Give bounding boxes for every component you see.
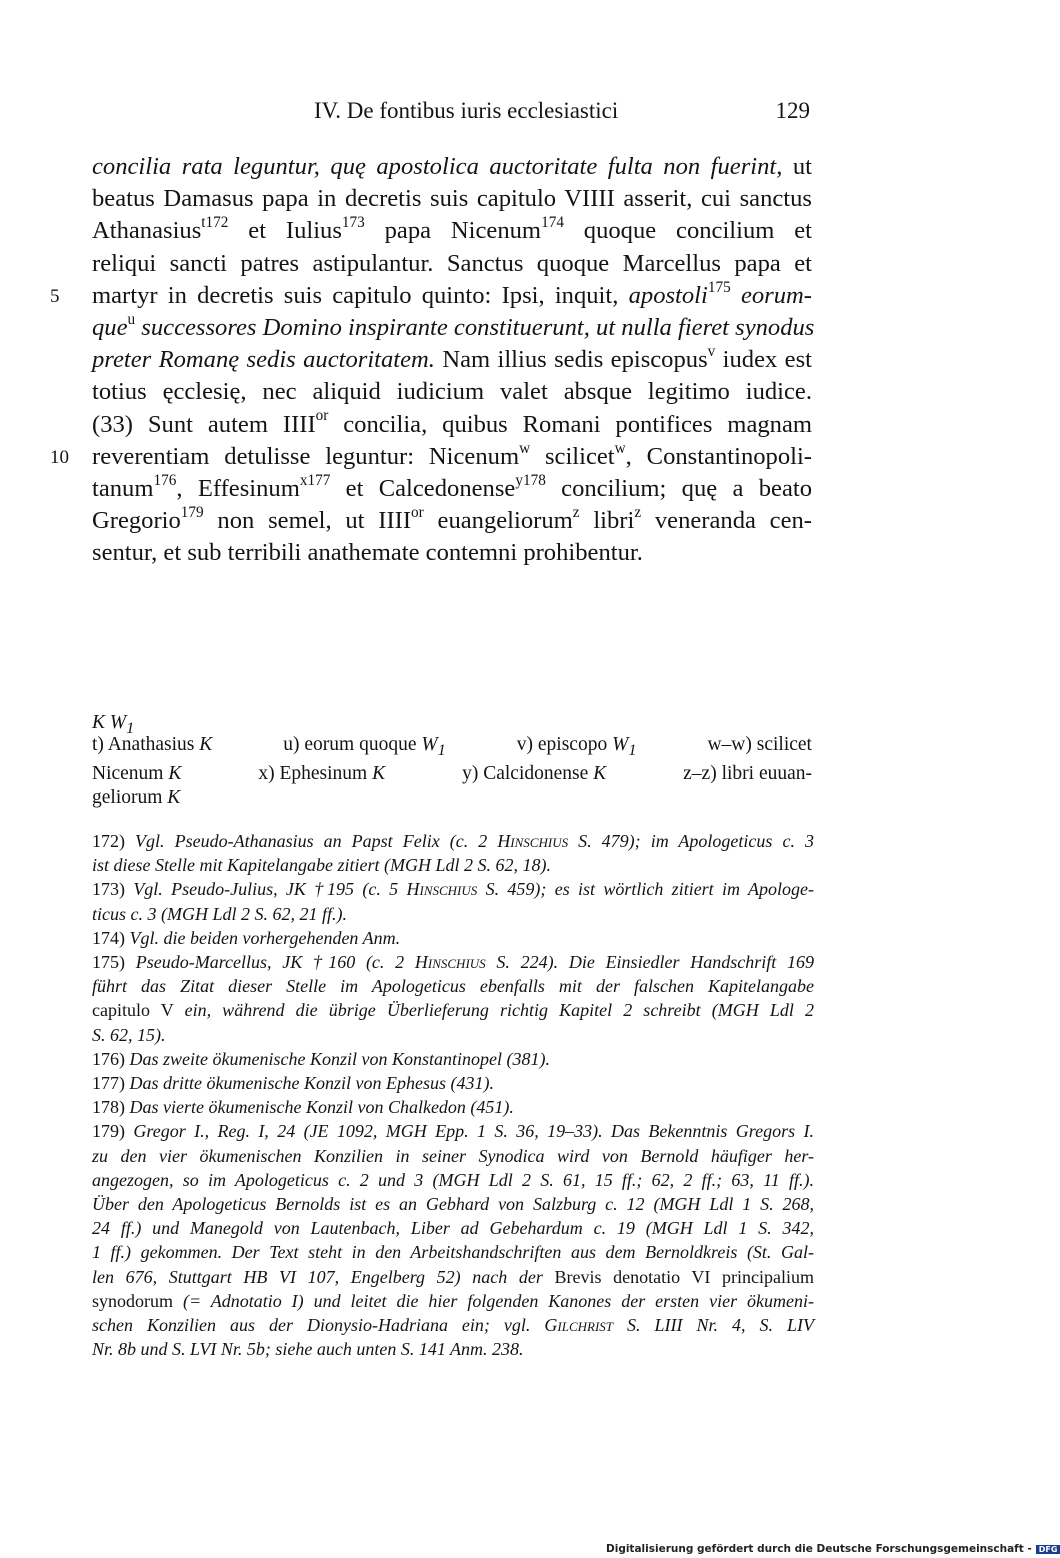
text-line: totius ęcclesię, nec aliquid iudicium valet absque legitimo iudice. xyxy=(92,378,812,406)
footnote-177: 177) Das dritte ökumenische Konzil von Ephesus (431). xyxy=(92,1073,494,1094)
apparatus-line: t) Anathasius K u) eorum quoque $W_1$ v) episcopo $W_1$ w–w) scilicet xyxy=(92,734,812,759)
apparatus-line: geliorum K xyxy=(92,786,181,808)
text-line: beatus Damasus papa in decretis suis capitulo VIIII asserit, cui sanctus xyxy=(92,185,812,213)
critical-apparatus xyxy=(92,711,812,810)
footnote-173: 173) Vgl. Pseudo-Julius, JK †195 (c. 5 Hinschius S. 459); es ist wörtlich zitiert im Apologe- ticus c. 3 (MGH Ldl 2 S. 62, 21 ff.). xyxy=(92,879,814,924)
page-number: 129 xyxy=(775,98,810,123)
text-line: Athanasius$^{t172}$ et Iulius$^{173}$ papa Nicenum$^{174}$ quoque concilium et xyxy=(92,214,812,245)
footer-text: Digitalisierung gefördert durch die Deutsche Forschungsgemeinschaft - xyxy=(606,1543,1032,1555)
footnote-174: 174) Vgl. die beiden vorhergehenden Anm. xyxy=(92,927,401,948)
running-header xyxy=(300,98,810,132)
running-title: IV. De fontibus iuris ecclesiastici xyxy=(314,98,619,123)
text-line: preter Romanę sedis auctoritatem. Nam illius sedis episcopus$^v$ iudex est xyxy=(92,342,812,374)
line-number: 10 xyxy=(50,446,69,468)
text-line: reliqui sancti patres astipulantur. Sanctus quoque Marcellus papa et xyxy=(92,249,812,277)
footnote-172: 172) Vgl. Pseudo-Athanasius an Papst Felix (c. 2 Hinschius S. 479); im Apologeticus c. 3 ist diese Stelle mit Kapitelangabe zitiert (MGH Ldl 2 S. 62, 18). xyxy=(92,831,814,876)
line-number: 5 xyxy=(50,285,60,307)
text-line: 10 reverentiam detulisse leguntur: Nicenum$^w$ scilicet$^w$, Constantinopoli- xyxy=(92,441,812,473)
footnote-175: 175) Pseudo-Marcellus, JK †160 (c. 2 Hinschius S. 224). Die Einsiedler Handschrift 169 führt das Zitat dieser Stelle im Apologeticus ebenfalls mit der falschen Kapitelangabe capitulo V ein, während die übrige Überlieferung richtig Kapitel 2 schreibt (MGH Ldl 2 S. 62, 15). xyxy=(92,952,815,1045)
digitization-footer xyxy=(606,1543,1058,1558)
text-line: (33) Sunt autem $IIII^{or}$ concilia, quibus Romani pontifices magnam xyxy=(92,407,812,438)
text-line: sentur, et sub terribili anathemate contemni prohibentur. xyxy=(92,539,643,567)
text-line: 5 martyr in decretis suis capitulo quinto: Ipsi, inquit, apostoli$^{175}$ eorum- xyxy=(92,280,812,312)
text-line: que$^u$ successores Domino inspirante constituerunt, ut nulla fieret synodus xyxy=(92,310,815,341)
text-line: concilia rata leguntur, quę apostolica auctoritate fulta non fuerint, ut xyxy=(92,153,813,180)
apparatus-line: Nicenum K x) Ephesinum K y) Calcidonense K z–z) libri euuan- xyxy=(92,762,812,784)
dfg-logo: DFG xyxy=(1036,1545,1060,1554)
apparatus-sigla: K $W_1$ xyxy=(92,712,135,737)
text-line: Gregorio$^{179}$ non semel, ut $IIII^{or}$ euangeliorum$^z$ libri$^z$ veneranda cen- xyxy=(92,503,812,535)
footnote-178: 178) Das vierte ökumenische Konzil von Chalkedon (451). xyxy=(92,1097,514,1118)
text-line: tanum$^{176}$, Effesinum$^{x177}$ et Calcedonense$^{y178}$ concilium; quę a beato xyxy=(92,471,812,502)
footnote-176: 176) Das zweite ökumenische Konzil von Konstantinopel (381). xyxy=(92,1048,550,1069)
footnotes xyxy=(92,829,814,1361)
footnote-179: 179) Gregor I., Reg. I, 24 (JE 1092, MGH Epp. 1 S. 36, 19–33). Das Bekenntnis Gregors I. zu den vier ökumenischen Konzilien in seiner Synodica wird von Bernold häufiger her- angezogen, so im Apologeticus c. 2 und 3 (MGH Ldl 2 S. 61, 15 ff.; 62, 2 ff.; 63, 11 ff.). Über den Apologeticus Bernolds ist es an Gebhard von Salzburg c. 12 (MGH Ldl 1 S. 268, 24 ff.) und Manegold von Lautenbach, Liber ad Gebehardum c. 19 (MGH Ldl 1 S. 342, 1 ff.) gekommen. Der Text steht in den Arbeitshandschriften aus dem Bernoldkreis (St. Gal- len 676, Stuttgart HB VI 107, Engelberg 52) nach der Brevis denotatio VI principalium synodorum (= Adnotatio I) und leitet die hier folgenden Kanones der ersten vier ökumeni- schen Konzilien aus der Dionysio-Hadriana ein; vgl. Gilchrist S. LIII Nr. 4, S. LIV Nr. 8b und S. LVI Nr. 5b; siehe auch unten S. 141 Anm. 238. xyxy=(92,1121,814,1360)
main-text xyxy=(50,151,815,569)
